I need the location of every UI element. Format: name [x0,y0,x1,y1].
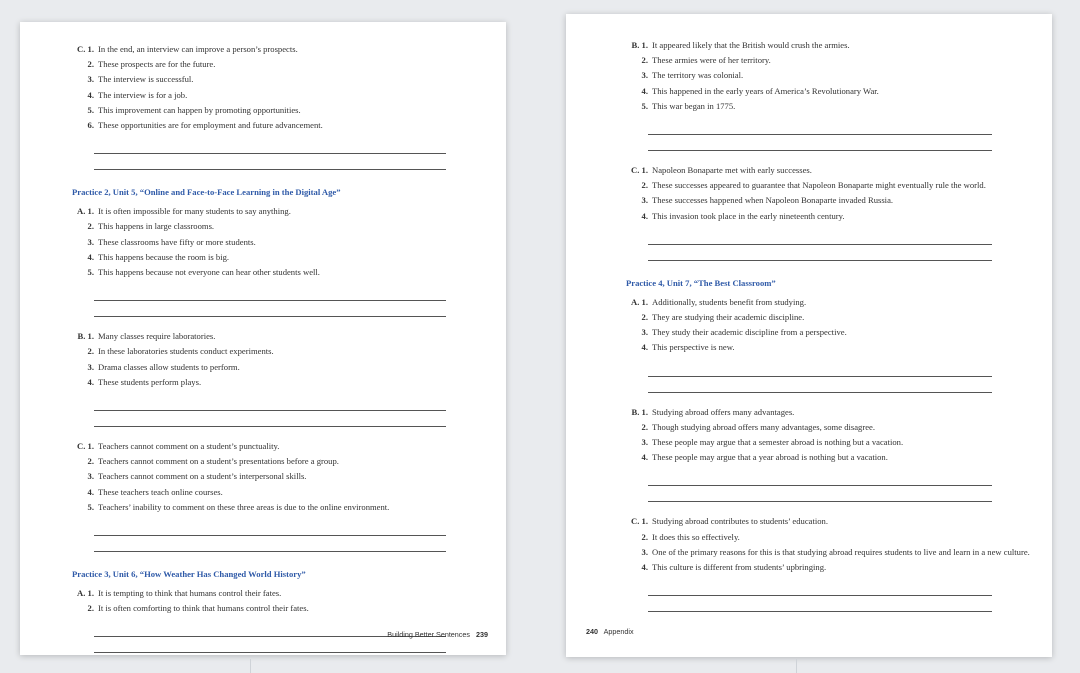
item-num: 4. [641,562,648,573]
answer-line [94,652,446,653]
sentence-text: These armies were of her territory. [652,55,771,66]
answer-line [94,535,446,536]
sentence-text: The territory was colonial. [652,70,744,81]
sentence-item [72,235,484,250]
exercise-a [72,586,484,655]
item-num: 3. [87,74,94,85]
item-num: 4. [87,486,94,497]
item-number [626,310,652,325]
page-footer [387,630,488,639]
answer-writing-area[interactable] [648,120,992,153]
footer-title: Appendix [603,627,634,636]
exercise-letter: C. [631,165,640,176]
sentence-text: It is often impossible for many students to say anything. [98,206,291,217]
sentence-text: Drama classes allow students to perform. [98,361,240,372]
sentence-item [626,178,1030,193]
exercise-c [626,514,1030,614]
exercise-letter: C. [631,516,640,527]
sentence-item [626,325,1030,340]
item-number [626,545,652,560]
item-number [72,88,98,103]
sentence-item [626,295,1030,310]
practice-3-heading: Practice 3, Unit 6, “How Weather Has Changed World History” [72,569,306,580]
item-number [626,340,652,355]
right-page-content [626,38,1030,614]
item-num: 4. [641,452,648,463]
item-number [72,601,98,616]
sentence-text: These students perform plays. [98,376,202,387]
item-number [72,103,98,118]
item-num: 1. [87,331,94,342]
item-number [72,500,98,515]
item-number [72,57,98,72]
item-number [626,84,652,99]
item-num: 1. [87,441,94,452]
item-number [72,344,98,359]
item-num: 5. [641,100,648,111]
sentence-text: This war began in 1775. [652,100,736,111]
item-number [626,560,652,575]
sentence-item [626,405,1030,420]
answer-line [648,501,992,502]
item-num: 2. [87,221,94,232]
item-num: 3. [87,236,94,247]
answer-line [648,150,992,151]
item-number [72,235,98,250]
item-num: 4. [641,85,648,96]
sentence-item [72,250,484,265]
item-num: 1. [641,516,648,527]
item-num: 5. [87,104,94,115]
sentence-text: These successes happened when Napoleon Bonaparte invaded Russia. [652,195,894,206]
sentence-item [72,72,484,87]
sentence-text: Many classes require laboratories. [98,331,216,342]
practice-2-heading: Practice 2, Unit 5, “Online and Face-to-Face Learning in the Digital Age” [72,187,341,198]
sentence-text: This happens in large classrooms. [98,221,215,232]
item-number [626,514,652,529]
item-num: 5. [87,501,94,512]
item-number [626,178,652,193]
sentence-text: These opportunities are for employment and future advancement. [98,120,323,131]
answer-line [648,376,992,377]
item-number [72,42,98,57]
exercise-b [626,405,1030,505]
item-number [626,193,652,208]
item-num: 4. [87,251,94,262]
answer-writing-area[interactable] [94,139,446,172]
sentence-text: It does this so effectively. [652,531,740,542]
sentence-item [626,514,1030,529]
item-number [72,72,98,87]
sentence-text: Teachers’ inability to comment on these three areas is due to the online environment. [98,501,390,512]
sentence-item [72,103,484,118]
sentence-text: It appeared likely that the British would crush the armies. [652,40,850,50]
sentence-text: Studying abroad contributes to students’ education. [652,516,828,527]
sentence-item [626,450,1030,465]
item-num: 6. [87,120,94,131]
page-number: 240 [586,627,598,636]
sentence-text: In these laboratories students conduct experiments. [98,346,274,357]
sentence-item [72,601,484,616]
answer-line [94,551,446,552]
item-number [626,99,652,114]
sentence-text: These classrooms have fifty or more students. [98,236,256,247]
item-number [72,265,98,280]
answer-writing-area[interactable] [94,521,446,554]
sentence-item [72,265,484,280]
item-number [626,53,652,68]
item-num: 3. [87,471,94,482]
sentence-item [72,219,484,234]
sentence-item [72,360,484,375]
exercise-letter: C. [77,44,86,54]
answer-line [648,611,992,612]
answer-line [648,392,992,393]
answer-line [94,410,446,411]
exercise-letter: A. [77,206,86,217]
sentence-text: Additionally, students benefit from studying. [652,296,807,307]
sentence-item [72,42,484,57]
page-number: 239 [476,630,488,639]
exercise-letter: C. [77,441,86,452]
answer-line [648,134,992,135]
item-number [72,485,98,500]
exercise-letter: B. [631,40,640,50]
sentence-text: Though studying abroad offers many advantages, some disagree. [652,421,875,432]
sentence-item [626,209,1030,224]
sentence-item [626,560,1030,575]
answer-writing-area[interactable] [648,471,992,504]
sentence-text: They study their academic discipline from a perspective. [652,327,847,338]
item-num: 1. [87,588,94,599]
item-number [72,469,98,484]
sentence-text: These people may argue that a year abroad is nothing but a vacation. [652,452,888,463]
answer-writing-area[interactable] [648,362,992,395]
answer-writing-area[interactable] [94,396,446,429]
sentence-item [72,329,484,344]
footer-title: Building Better Sentences [387,630,470,639]
sentence-text: Teachers cannot comment on a student’s interpersonal skills. [98,471,307,482]
answer-line [648,244,992,245]
item-num: 1. [87,206,94,217]
answer-line [94,169,446,170]
item-num: 3. [87,361,94,372]
page-footer [586,627,634,636]
sentence-text: They are studying their academic discipline. [652,312,805,323]
item-num: 1. [641,165,648,176]
exercise-letter: B. [77,331,86,342]
sentence-item [626,310,1030,325]
item-number [626,435,652,450]
item-number [72,329,98,344]
sentence-text: In the end, an interview can improve a person’s prospects. [98,44,298,54]
item-num: 2. [87,603,94,614]
right-page [566,14,1052,657]
item-num: 3. [641,195,648,206]
answer-line [648,260,992,261]
sentence-text: This culture is different from students’ upbringing. [652,562,827,573]
sentence-text: These people may argue that a semester abroad is nothing but a vacation. [652,437,904,448]
item-num: 3. [641,437,648,448]
sentence-text: This happens because not everyone can hear other students well. [98,267,320,278]
item-number [72,204,98,219]
exercise-c [72,439,484,554]
sentence-item [72,454,484,469]
item-number [72,454,98,469]
sentence-text: This invasion took place in the early nineteenth century. [652,210,845,221]
item-num: 2. [641,180,648,191]
exercise-letter: A. [631,296,640,307]
sentence-item [72,500,484,515]
sentence-item [626,530,1030,545]
answer-line [94,300,446,301]
sentence-text: It is tempting to think that humans control their fates. [98,588,282,599]
item-num: 5. [87,267,94,278]
item-num: 1. [641,406,648,417]
exercise-letter: B. [631,406,640,417]
sentence-item [626,84,1030,99]
answer-line [94,426,446,427]
sentence-item [626,435,1030,450]
item-number [626,530,652,545]
item-number [72,375,98,390]
sentence-item [626,68,1030,83]
sentence-text: Teachers cannot comment on a student’s punctuality. [98,441,280,452]
sentence-item [72,57,484,72]
sentence-text: This happens because the room is big. [98,251,230,262]
item-num: 3. [641,327,648,338]
item-number [72,219,98,234]
sentence-item [72,118,484,133]
exercise-a [626,295,1030,395]
item-number [626,325,652,340]
item-number [626,209,652,224]
left-page [20,22,506,655]
left-page-content [72,42,484,655]
item-num: 2. [641,55,648,66]
sentence-item [626,53,1030,68]
answer-line [648,595,992,596]
exercise-b [72,329,484,429]
sentence-item [72,485,484,500]
crop-mark [250,659,251,673]
answer-writing-area[interactable] [94,286,446,319]
item-num: 2. [641,531,648,542]
item-num: 2. [641,421,648,432]
item-num: 2. [87,59,94,70]
answer-writing-area[interactable] [648,581,992,614]
item-number [72,586,98,601]
item-number [626,295,652,310]
sentence-item [626,163,1030,178]
sentence-item [626,340,1030,355]
answer-line [94,153,446,154]
item-num: 4. [641,342,648,353]
practice-4-heading: Practice 4, Unit 7, “The Best Classroom” [626,277,776,288]
crop-mark [796,659,797,673]
sentence-text: It is often comforting to think that humans control their fates. [98,603,309,614]
sentence-text: The interview is for a job. [98,89,188,100]
sentence-text: One of the primary reasons for this is that studying abroad requires students to live and learn in a new culture. [652,546,1030,557]
item-number [626,420,652,435]
sentence-item [626,545,1030,560]
item-num: 3. [641,546,648,557]
sentence-text: This perspective is new. [652,342,735,353]
item-num: 4. [87,376,94,387]
sentence-text: Napoleon Bonaparte met with early successes. [652,165,812,176]
item-num: 2. [87,456,94,467]
sentence-text: These successes appeared to guarantee that Napoleon Bonaparte might eventually rule the world. [652,180,986,191]
item-num: 1. [641,40,648,50]
sentence-text: These teachers teach online courses. [98,486,223,497]
sentence-text: This improvement can happen by promoting opportunities. [98,104,301,115]
exercise-c [72,42,484,172]
sentence-item [72,88,484,103]
sentence-item [72,469,484,484]
sentence-text: Studying abroad offers many advantages. [652,406,795,417]
item-number [626,450,652,465]
sentence-item [72,204,484,219]
item-num: 4. [87,89,94,100]
sentence-item [626,38,1030,53]
sentence-item [626,99,1030,114]
item-number [72,250,98,265]
sentence-item [72,375,484,390]
item-num: 2. [641,312,648,323]
sentence-text: These prospects are for the future. [98,59,216,70]
exercise-a [72,204,484,319]
sentence-item [72,439,484,454]
exercise-c [626,163,1030,263]
sentence-text: This happened in the early years of America’s Revolutionary War. [652,85,879,96]
item-number [626,405,652,420]
item-number [72,360,98,375]
sentence-item [72,586,484,601]
exercise-letter: A. [77,588,86,599]
exercise-b [626,38,1030,153]
item-num: 3. [641,70,648,81]
item-number [626,163,652,178]
sentence-item [72,344,484,359]
item-number [626,38,652,53]
item-number [72,439,98,454]
item-num: 4. [641,210,648,221]
item-num: 1. [87,44,94,54]
item-number [72,118,98,133]
item-number [626,68,652,83]
sentence-text: Teachers cannot comment on a student’s presentations before a group. [98,456,339,467]
sentence-item [626,420,1030,435]
item-num: 1. [641,296,648,307]
item-num: 2. [87,346,94,357]
answer-line [648,485,992,486]
sentence-item [626,193,1030,208]
answer-line [94,316,446,317]
sentence-text: The interview is successful. [98,74,194,85]
answer-writing-area[interactable] [648,230,992,263]
